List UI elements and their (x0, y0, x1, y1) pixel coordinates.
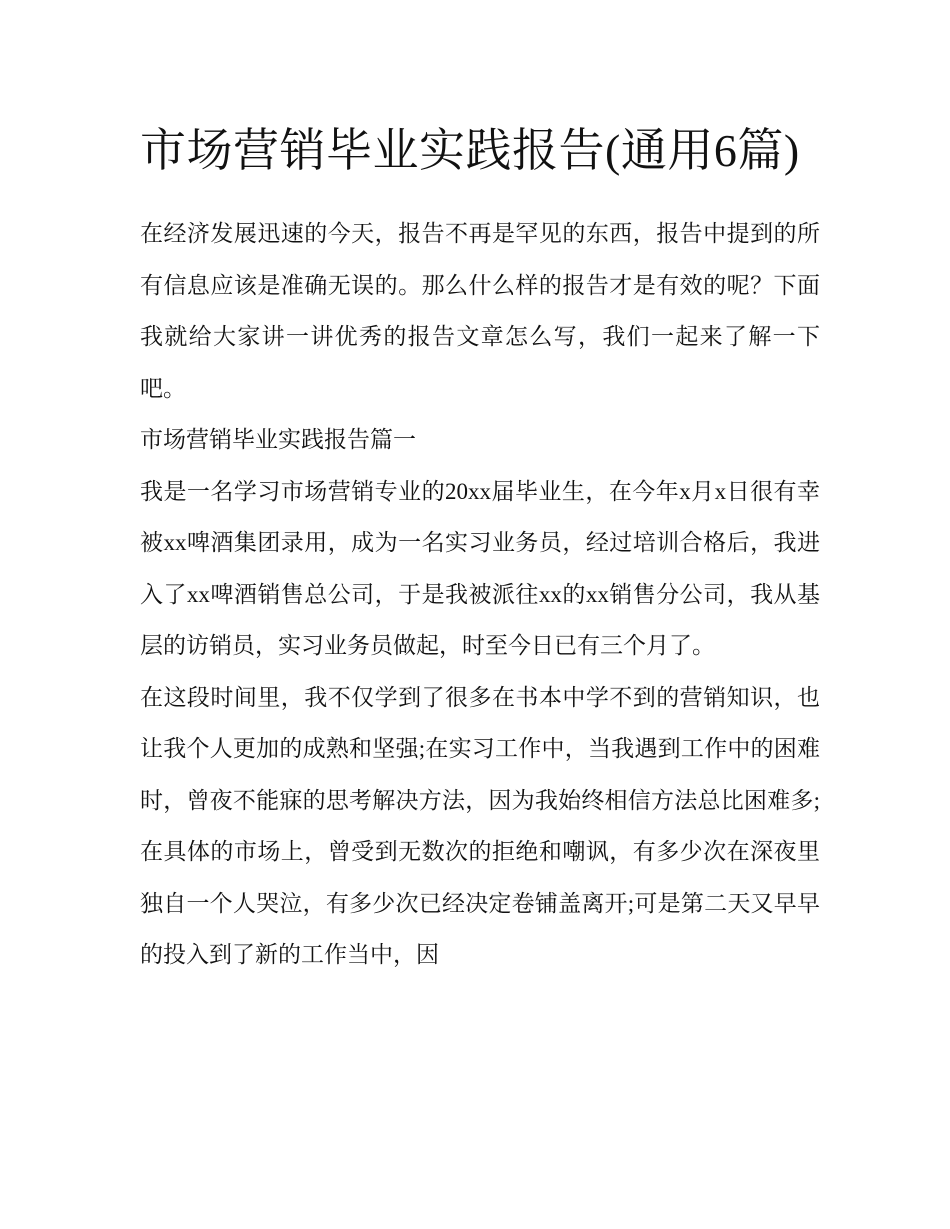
body-paragraph-2: 在这段时间里，我不仅学到了很多在书本中学不到的营销知识，也让我个人更加的成熟和坚强;在实习工作中，当我遇到工作中的困难时，曾夜不能寐的思考解决方法，因为我始终相信方法总比困难多;在具体的市场上，曾受到无数次的拒绝和嘲讽，有多少次在深夜里独自一个人哭泣，有多少次已经决定卷铺盖离开;可是第二天又早早的投入到了新的工作当中，因 (140, 684, 820, 967)
intro-paragraph: 在经济发展迅速的今天，报告不再是罕见的东西，报告中提到的所有信息应该是准确无误的。那么什么样的报告才是有效的呢？下面我就给大家讲一讲优秀的报告文章怎么写，我们一起来了解一下吧。 (140, 221, 820, 401)
document-page (140, 112, 820, 981)
document-title: 市场营销毕业实践报告(通用6篇) (140, 125, 800, 176)
body-paragraph-1: 我是一名学习市场营销专业的20xx届毕业生，在今年x月x日很有幸被xx啤酒集团录用，成为一名实习业务员，经过培训合格后，我进入了xx啤酒销售总公司，于是我被派往xx的xx销售分公司，我从基层的访销员，实习业务员做起，时至今日已有三个月了。 (140, 478, 820, 658)
section-heading: 市场营销毕业实践报告篇一 (140, 427, 416, 452)
